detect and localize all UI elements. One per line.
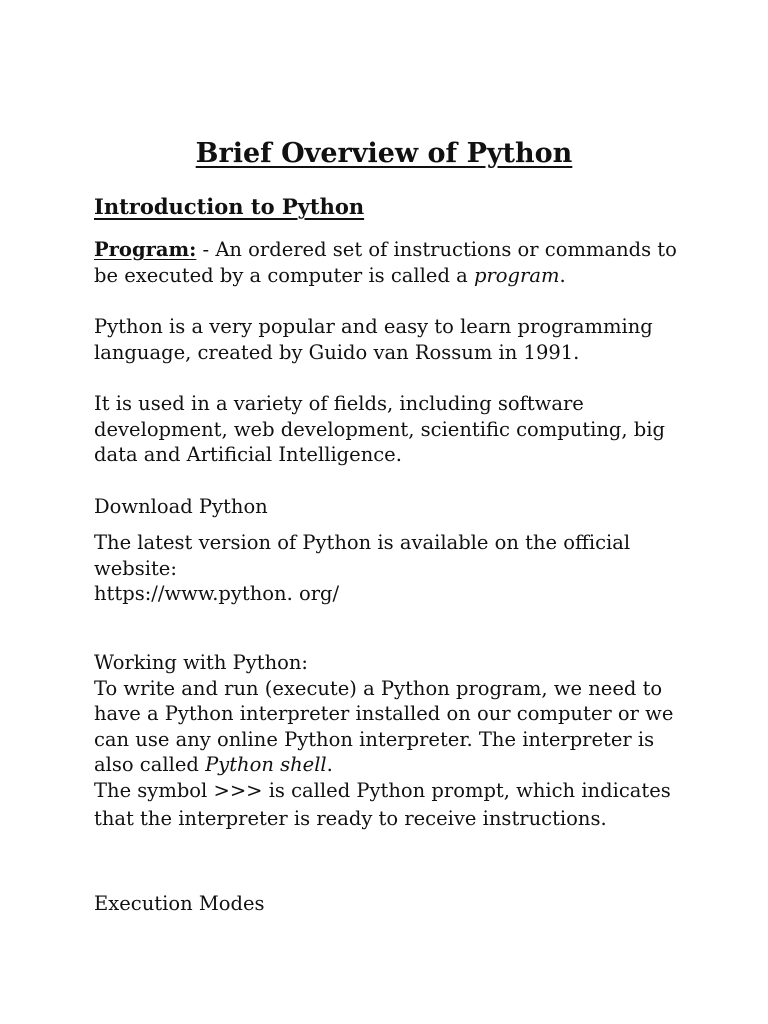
python-shell-term: Python shell xyxy=(205,753,327,776)
python-intro-paragraph xyxy=(94,314,694,365)
paragraph-line: The latest version of Python is available on the official xyxy=(94,531,631,554)
working-heading: Working with Python: xyxy=(94,651,308,674)
usage-paragraph xyxy=(94,391,694,468)
program-term: program xyxy=(473,263,560,287)
paragraph-line: It is used in a variety of fields, including software xyxy=(94,392,584,415)
working-paragraph xyxy=(94,650,694,832)
program-definition-period: . xyxy=(559,263,566,287)
paragraph-line: development, web development, scientific computing, big xyxy=(94,417,666,441)
program-definition-line-1 xyxy=(94,237,694,263)
paragraph-line: can use any online Python interpreter. The interpreter is xyxy=(94,727,655,751)
program-definition-text: - An ordered set of instructions or commands to xyxy=(196,238,677,261)
execution-modes-heading: Execution Modes xyxy=(94,892,265,915)
program-definition-text-2: be executed by a computer is called a xyxy=(94,263,474,287)
python-website-url: https://www.python. org/ xyxy=(94,582,340,605)
paragraph-period: . xyxy=(326,753,333,776)
paragraph-line: website: xyxy=(94,556,177,580)
program-definition-line-2 xyxy=(94,263,694,289)
paragraph-line: language, created by Guido van Rossum in 1991. xyxy=(94,340,580,364)
paragraph-line: The symbol >>> is called Python prompt, which indicates xyxy=(94,778,671,802)
paragraph-line: data and Artificial Intelligence. xyxy=(94,443,402,466)
paragraph-line: To write and run (execute) a Python program, we need to xyxy=(94,676,663,700)
download-paragraph xyxy=(94,530,694,607)
paragraph-line: have a Python interpreter installed on our computer or we xyxy=(94,702,674,725)
page-title: Brief Overview of Python xyxy=(195,138,573,169)
section-heading-introduction: Introduction to Python xyxy=(94,194,365,219)
paragraph-line: that the interpreter is ready to receive instructions. xyxy=(94,807,607,830)
program-label: Program: xyxy=(94,238,197,261)
paragraph-text: also called xyxy=(94,753,206,776)
paragraph-line xyxy=(94,752,694,778)
program-definition xyxy=(94,237,694,288)
paragraph-line: Python is a very popular and easy to learn programming xyxy=(94,315,653,338)
download-heading: Download Python xyxy=(94,495,268,518)
